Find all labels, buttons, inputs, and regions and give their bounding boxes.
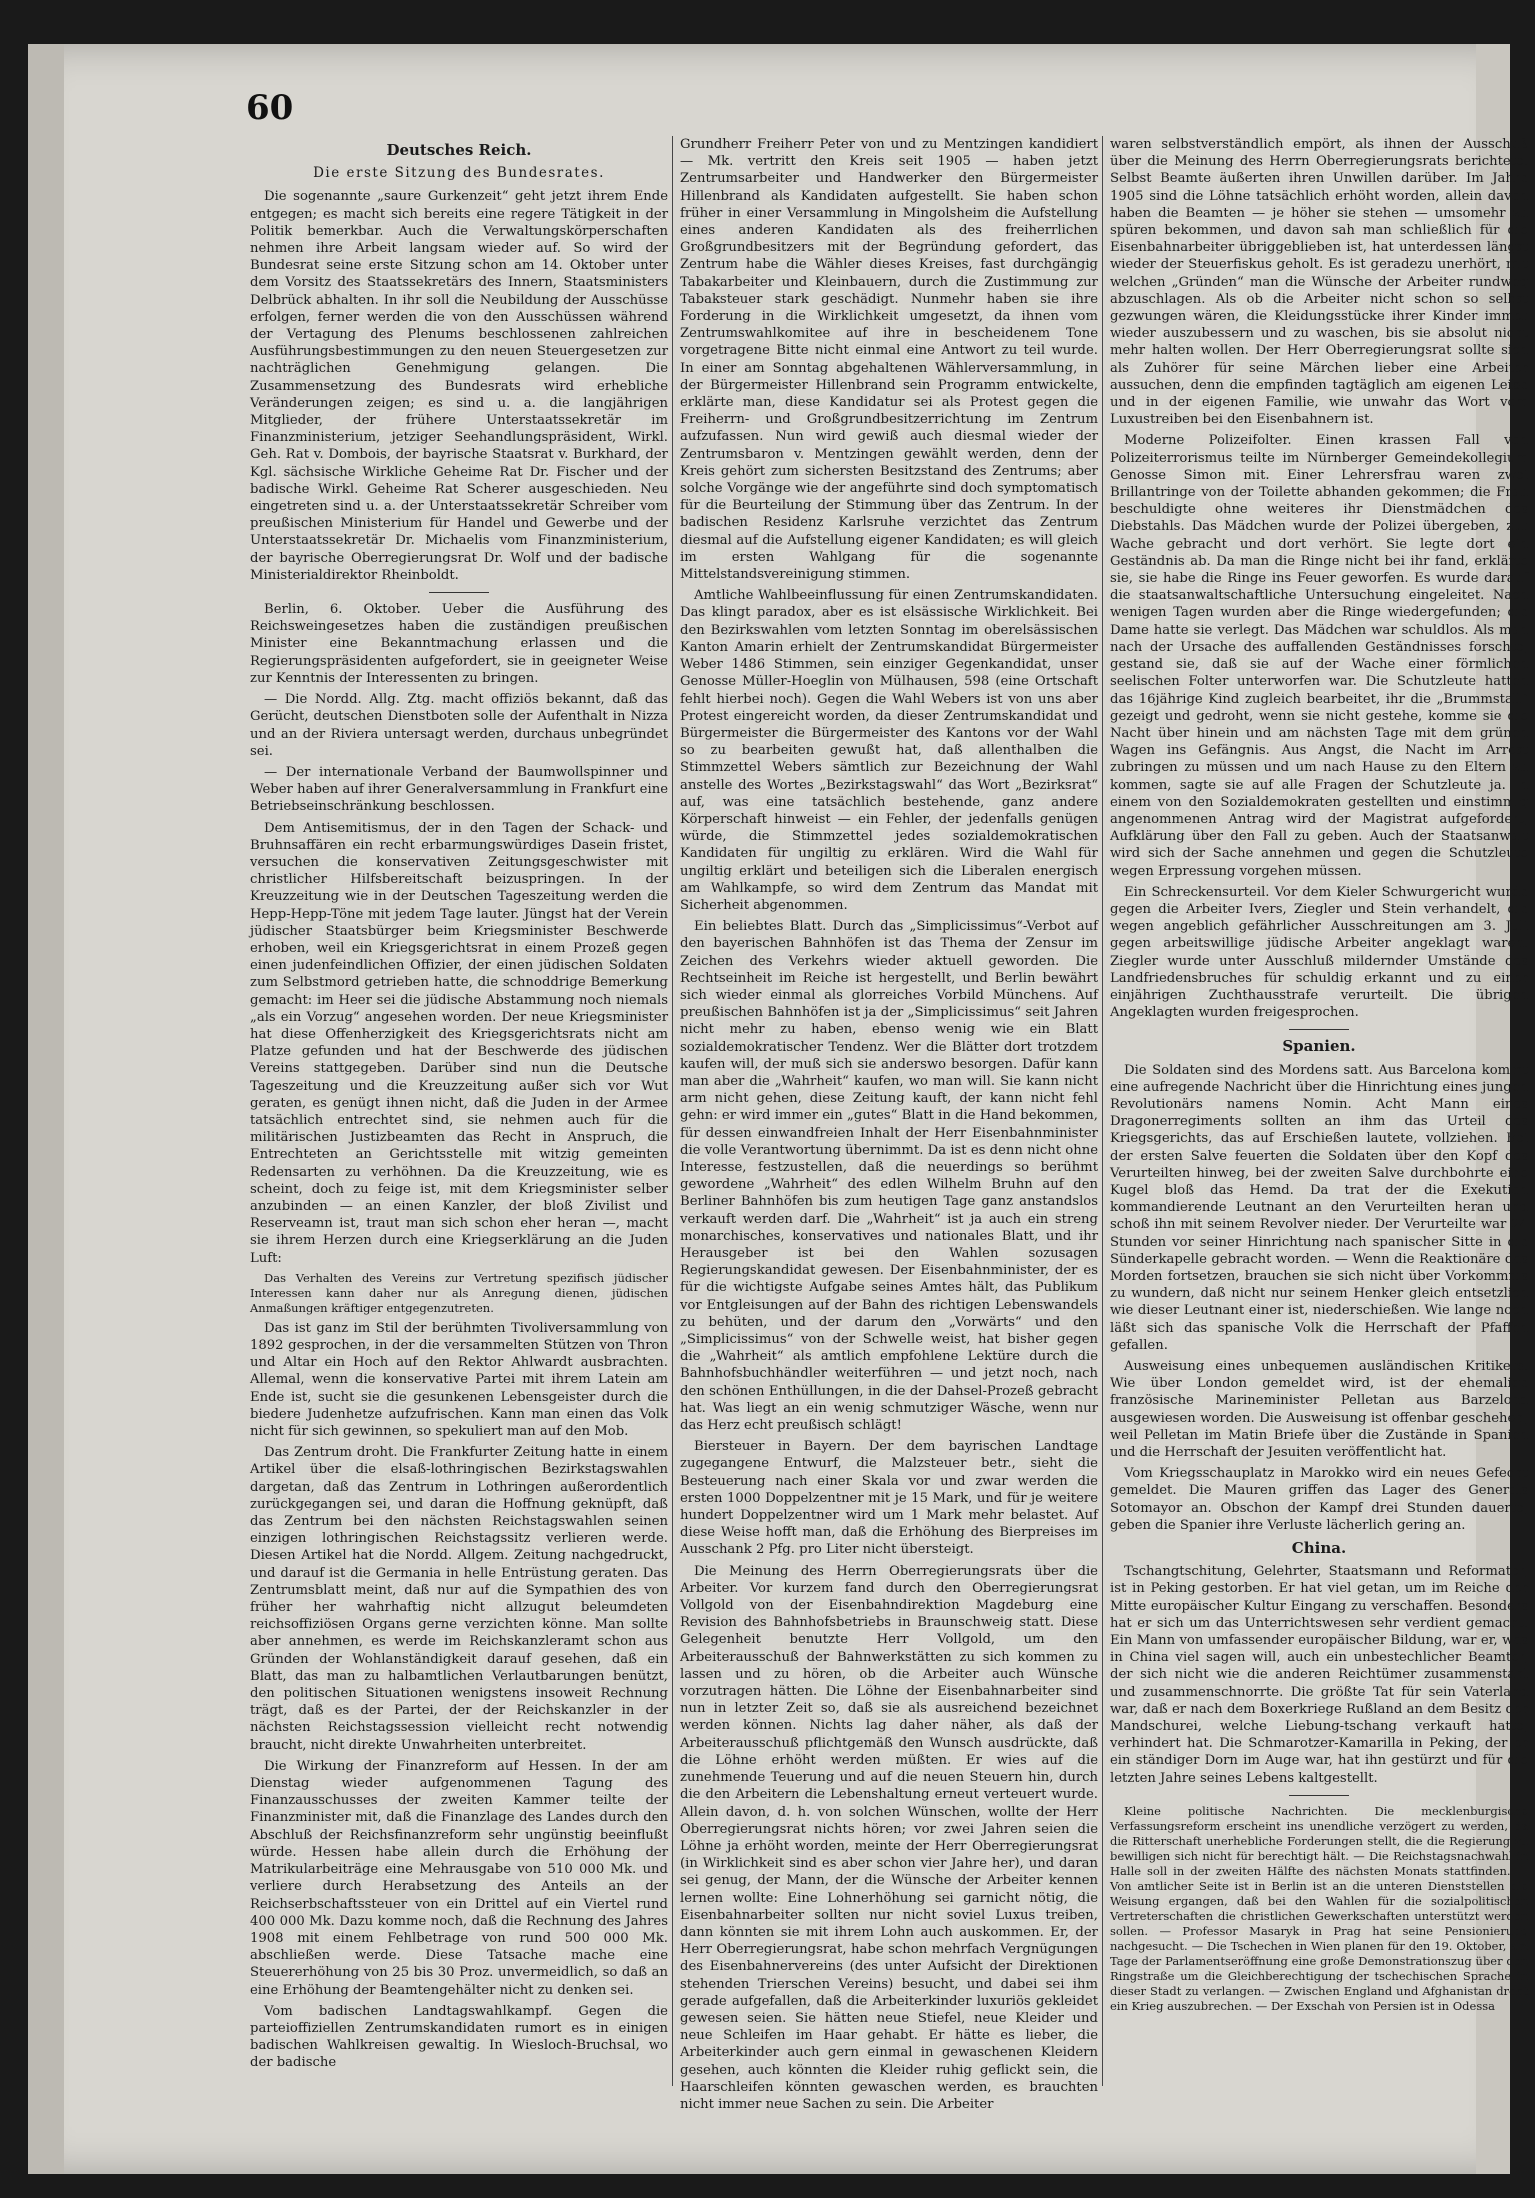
text-column-1 xyxy=(250,136,668,2086)
article-paragraph: Amtliche Wahlbeeinflussung für einen Zentrumskandidaten. Das klingt paradox, aber es ist elsässische Wirklichkeit. Bei den Bezirkswahlen vom letzten Sonntag im oberelsässischen Kanton Amarin erhielt der Zentrumskandidat Bürgermeister Weber 1486 Stimmen, sein einziger Gegenkandidat, unser Genosse Müller-Hoeglin von Mülhausen, 598 (eine Ortschaft fehlt hierbei noch). Gegen die Wahl Webers ist von uns aber Protest eingereicht worden, da dieser Zentrumskandidat und Bürgermeister die Bürgermeister des Kantons vor der Wahl so zu bearbeiten gewußt hat, daß allenthalben die Stimmzettel Webers sämtlich zur Bezeichnung der Wahl anstelle des Wortes „Bezirkstagswahl“ das Wort „Bezirksrat“ auf, was eine tatsächlich bestehende, ganz andere Körperschaft hinweist — ein Fehler, der jedenfalls genügen würde, die Stimmzettel jedes sozialdemokratischen Kandidaten für ungiltig zu erklären. Wird die Wahl für ungiltig erklärt und beteiligen sich die Liberalen energisch am Wahlkampfe, so wird dem Zentrum das Mandat mit Sicherheit abgenommen. xyxy=(680,588,1098,913)
page-number: 60 xyxy=(246,88,294,128)
article-paragraph: Moderne Polizeifolter. Einen krassen Fall von Polizeiterrorismus teilte im Nürnberger Gemeindekollegium Genosse Simon mit. Einer Lehrersfrau waren zwei Brillantringe von der Toilette abhanden gekommen; die Frau beschuldigte ohne weiteres ihr Dienstmädchen des Diebstahls. Das Mädchen wurde der Polizei übergeben, zur Wache gebracht und dort verhört. Sie legte dort ein Geständnis ab. Da man die Ringe nicht bei ihr fand, erklärte sie, sie habe die Ringe ins Feuer geworfen. Es wurde darauf die staatsanwaltschaftliche Untersuchung eingeleitet. Nach wenigen Tagen wurden aber die Ringe wiedergefunden; die Dame hatte sie verlegt. Das Mädchen war schuldlos. Als man nach der Ursache des auffallenden Geständnisses forschte, gestand sie, daß sie auf der Wache einer förmlichen seelischen Folter unterworfen war. Die Schutzleute hatten das 16jährige Kind zugleich bearbeitet, ihr die „Brummstall“ gezeigt und gedroht, wenn sie nicht gestehe, komme sie die Nacht über hinein und am nächsten Tage mit dem grünen Wagen ins Gefängnis. Aus Angst, die Nacht im Arrest zubringen zu müssen und um nach Hause zu den Eltern zu kommen, sagte sie auf alle Fragen der Schutzleute ja. In einem von den Sozialdemokraten gestellten und einstimmig angenommenen Antrag wird der Magistrat aufgefordert, Aufklärung über den Fall zu geben. Auch der Staatsanwalt wird sich der Sache annehmen und gegen die Schutzleute wegen Erpressung vorgehen müssen. xyxy=(1110,433,1528,879)
column-divider xyxy=(1102,136,1103,2086)
quoted-paragraph: Das Verhalten des Vereins zur Vertretung spezifisch jüdischer Interessen kann daher nur als Anregung dienen, jüdischen Anmaßungen kräftiger entgegenzutreten. xyxy=(250,1270,668,1315)
article-paragraph: Die Meinung des Herrn Oberregierungsrats über die Arbeiter. Vor kurzem fand durch den Oberregierungsrat Vollgold von der Eisenbahndirektion Magdeburg eine Revision des Bahnhofsbetriebs in Braunschweig statt. Diese Gelegenheit benutzte Herr Vollgold, um den Arbeiterausschuß der Bahnwerkstätten zu sich kommen zu lassen und zu hören, ob die Arbeiter auch Wünsche vorzutragen hätten. Die Löhne der Eisenbahnarbeiter sind nun in letzter Zeit so, daß sie als ausreichend bezeichnet werden können. Nichts lag daher näher, als daß der Arbeiterausschuß pflichtgemäß den Wunsch ausdrückte, daß die Löhne erhöht werden müßten. Er wies auf die zunehmende Teuerung und auf die neuen Steuern hin, durch die den Arbeitern die Lebenshaltung erneut verteuert wurde. Allein davon, d. h. von solchen Wünschen, wollte der Herr Oberregierungsrat nichts hören; vor zwei Jahren seien die Löhne ja erhöht worden, meinte der Herr Oberregierungsrat (in Wirklichkeit sind es aber schon vier Jahre her), und daran sei genug, der Mann, der die Wünsche der Arbeiter kennen lernen wollte: Eine Lohnerhöhung sei garnicht nötig, die Eisenbahnarbeiter sollten nur nicht soviel Luxus treiben, dann könnten sie mit ihrem Lohn auch auskommen. Er, der Herr Oberregierungsrat, habe schon mehrfach Vergnügungen des Eisenbahnervereins (des unter Aufsicht der Direktionen stehenden Trierschen Vereins) besucht, und dabei sei ihm gerade aufgefallen, daß die Arbeiterkinder luxuriös gekleidet gewesen seien. Sie hätten neue Stiefel, neue Kleider und neue Schleifen im Haar gehabt. Er hätte es lieber, die Arbeiterkinder auch gern einmal in gewaschenen Kleidern gesehen, auch könnten die Kleider ruhig geflickt sein, die Haarschleifen könnten gewaschen werden, es brauchten nicht immer neue Sachen zu sein. Die Arbeiter xyxy=(680,1563,1098,2112)
article-paragraph: Grundherr Freiherr Peter von und zu Mentzingen kandidiert — Mk. vertritt den Kreis seit 1905 — haben jetzt Zentrumsarbeiter und Handwerker den Bürgermeister Hillenbrand als Kandidaten aufgestellt. Sie haben schon früher in einer Versammlung in Mingolsheim die Aufstellung eines anderen Kandidaten als des freiherrlichen Großgrundbesitzers mit der Begründung gefordert, das Zentrum habe die Wähler dieses Kreises, fast durchgängig Tabakarbeiter und Kleinbauern, durch die Zustimmung zur Tabaksteuer stark geschädigt. Nunmehr haben sie ihre Forderung in die Wirklichkeit umgesetzt, da ihnen vom Zentrumswahlkomitee auf ihre in bescheidenem Tone vorgetragene Bitte nicht einmal eine Antwort zu teil wurde. In einer am Sonntag abgehaltenen Wählerversammlung, in der Bürgermeister Hillenbrand sein Programm entwickelte, erklärte man, diese Kandidatur sei als Protest gegen die Freiherrn- und Großgrundbesitzerrichtung im Zentrum aufzufassen. Nun wird gewiß auch diesmal wieder der Zentrumsbaron v. Mentzingen gewählt werden, denn der Kreis gehört zum sichersten Besitzstand des Zentrums; aber solche Vorgänge wie der angeführte sind doch symptomatisch für die Beurteilung der Stimmung über das Zentrum. In der badischen Residenz Karlsruhe verzichtet das Zentrum diesmal auf die Aufstellung eigener Kandidaten; es will gleich im ersten Wahlgang für die sogenannte Mittelstandsvereinigung stimmen. xyxy=(680,137,1098,583)
article-paragraph: waren selbstverständlich empört, als ihnen der Ausschuß über die Meinung des Herrn Oberregierungsrats berichtete. Selbst Beamte äußerten ihren Unwillen darüber. Im Jahre 1905 sind die Löhne tatsächlich erhöht worden, allein davon haben die Beamten — je höher sie stehen — umsomehr zu spüren bekommen, und davon sah man schließlich für die Eisenbahnarbeiter übriggeblieben ist, hat unterdessen längst wieder der Steuerfiskus geholt. Es ist geradezu unerhört, mit welchen „Gründen“ man die Wünsche der Arbeiter rundweg abzuschlagen. Als ob die Arbeiter nicht schon so selbst gezwungen wären, die Kleidungsstücke ihrer Kinder immer wieder auszubessern und zu waschen, bis sie absolut nicht mehr halten wollen. Der Herr Oberregierungsrat sollte sich als Zuhörer für seine Märchen lieber eine Arbeiter aussuchen, denn die empfinden tagtäglich am eigenen Leibe und in der eigenen Familie, wie unwahr das Wort vom Luxustreiben bei den Eisenbahnern ist. xyxy=(1110,137,1528,428)
article-paragraph: Dem Antisemitismus, der in den Tagen der Schack- und Bruhnsaffären ein recht erbarmungswürdiges Dasein fristet, versuchen die konservativen Zeitungsgeschwister mit christlicher Hilfsbereitschaft beizuspringen. In der Kreuzzeitung wie in der Deutschen Tageszeitung werden die Hepp-Hepp-Töne mit jedem Tage lauter. Jüngst hat der Verein jüdischer Staatsbürger beim Kriegsminister Beschwerde erhoben, weil ein Kriegsgerichtsrat in einem Prozeß gegen einen judenfeindlichen Offizier, der einen jüdischen Soldaten zum Selbstmord getrieben hatte, die schnoddrige Bemerkung gemacht: im Heer sei die jüdische Abstammung noch niemals „als ein Vorzug“ angesehen worden. Der neue Kriegsminister hat diese Offenherzigkeit des Kriegsgerichtsrats nicht am Platze gefunden und hat der Beschwerde des jüdischen Vereins stattgegeben. Darüber sind nun die Deutsche Tageszeitung und die Kreuzzeitung außer sich vor Wut geraten, es genügt ihnen nicht, daß die Juden in der Armee tatsächlich entrechtet sind, sie nehmen auch für die militärischen Justizbeamten das Recht in Anspruch, die Entrechteten an Gerichtsstelle mit witzig gemeinten Redensarten zu verhöhnen. Da die Kreuzzeitung, wie es scheint, doch zu feige ist, mit dem Kriegsminister selber anzubinden — an einen Kanzler, der bloß Zivilist und Reserveamn ist, traut man sich schon eher heran —, macht sie ihrem Herzen durch eine Kriegserklärung an die Juden Luft: xyxy=(250,820,668,1266)
section-heading: Deutsches Reich. xyxy=(386,141,532,159)
column-divider xyxy=(672,136,673,2086)
article-paragraph: Berlin, 6. Oktober. Ueber die Ausführung des Reichsweingesetzes haben die zuständigen preußischen Minister eine Bekanntmachung erlassen und die Regierungspräsidenten aufgefordert, sie in geeigneter Weise zur Kenntnis der Interessenten zu bringen. xyxy=(250,602,668,686)
article-paragraph: Biersteuer in Bayern. Der dem bayrischen Landtage zugegangene Entwurf, die Malzsteuer betr., sieht die Besteuerung nach einer Skala vor und zwar werden die ersten 1000 Doppelzentner mit je 15 Mark, und für je weitere hundert Doppelzentner wird um 1 Mark mehr belastet. Auf diese Weise hofft man, daß die Erhöhung des Bierpreises im Ausschank 2 Pfg. pro Liter nicht übersteigt. xyxy=(680,1439,1098,1558)
separator-rule xyxy=(1289,1795,1349,1796)
article-paragraph: Ausweisung eines unbequemen ausländischen Kritikers. Wie über London gemeldet wird, ist der ehemalige französische Marineminister Pelletan aus Barzelona ausgewiesen worden. Die Ausweisung ist offenbar geschehen, weil Pelletan im Matin Briefe über die Zustände in Spanien und die Herrschaft der Jesuiten veröffentlicht hat. xyxy=(1110,1359,1528,1461)
separator-rule xyxy=(429,592,489,593)
newspaper-page xyxy=(28,44,1528,2174)
article-paragraph: — Die Nordd. Allg. Ztg. macht offiziös bekannt, daß das Gerücht, deutschen Dienstboten solle der Aufenthalt in Nizza und an der Riviera untersagt werden, durchaus unbegründet sei. xyxy=(250,692,668,759)
article-paragraph: Ein Schreckensurteil. Vor dem Kieler Schwurgericht wurde gegen die Arbeiter Ivers, Ziegler und Stein verhandelt, die wegen angeblich gefährlicher Ausschreitungen am 3. Juli gegen arbeitswillige jüdische Arbeiter angeklagt waren. Ziegler wurde unter Ausschluß mildernder Umstände des Landfriedensbruches für schuldig erkannt und zu einer einjährigen Zuchthausstrafe verurteilt. Die übrigen Angeklagten wurden freigesprochen. xyxy=(1110,884,1528,1021)
article-paragraph: Das Zentrum droht. Die Frankfurter Zeitung hatte in einem Artikel über die elsaß-lothringischen Bezirkstagswahlen dargetan, daß das Zentrum in Lothringen außerordentlich zurückgegangen sei, und daran die Hoffnung geknüpft, daß das Zentrum bei den nächsten Reichstagswahlen seinen einzigen lothringischen Reichstagssitz verlieren werde. Diesen Artikel hat die Nordd. Allgem. Zeitung nachgedruckt, und darauf ist die Germania in helle Entrüstung geraten. Das Zentrumsblatt meint, daß nur auf die Sympathien des von früher her wahrhaftig nicht allzugut beleumdeten reichsoffiziösen Organs gerne verzichten könne. Man sollte aber annehmen, es werde im Reichskanzleramt schon aus Gründen der Wohlanständigkeit darauf gesehen, daß ein Blatt, das man zu halbamtlichen Verlautbarungen benützt, den politischen Situationen wenigstens insoweit Rechnung trägt, daß es der Partei, der der Reichskanzler in der nächsten Reichstagssession vielleicht recht notwendig braucht, nicht direkte Unwahrheiten unterbreitet. xyxy=(250,1445,668,1753)
article-subheading: Die erste Sitzung des Bundesrates. xyxy=(313,165,605,182)
article-paragraph: Das ist ganz im Stil der berühmten Tivoliversammlung von 1892 gesprochen, in der die versammelten Stützen von Thron und Altar ein Hoch auf den Rektor Ahlwardt ausbrachten. Allemal, wenn die konservative Partei mit ihrem Latein am Ende ist, sucht sie die gesunkenen Lebensgeister durch die biedere Judenhetze aufzufrischen. Kann man einen das Volk nicht für sich gewinnen, so spekuliert man auf den Mob. xyxy=(250,1320,668,1440)
section-heading: Spanien. xyxy=(1282,1037,1356,1056)
article-paragraph: Tschangtschitung, Gelehrter, Staatsmann und Reformator, ist in Peking gestorben. Er hat viel getan, um im Reiche der Mitte europäischer Kultur Eingang zu verschaffen. Besonders hat er sich um das Unterrichtswesen sehr verdient gemacht. Ein Mann von umfassender europäischer Bildung, war er, was in China viel sagen will, auch ein unbestechlicher Beamter, der sich nicht wie die anderen Reichtümer zusammenstahl und zusammenschnorrte. Die größte Tat für sein Vaterland war, daß er nach dem Boxerkriege Rußland an dem Besitz der Mandschurei, welche Liebung-tschang verkauft hatte, verhindert hat. Die Schmarotzer-Kamarilla in Peking, der er ein ständiger Dorn im Auge war, hat ihn gestürzt und für die letzten Jahre seines Lebens kaltgestellt. xyxy=(1110,1564,1528,1786)
article-paragraph: Die sogenannte „saure Gurkenzeit“ geht jetzt ihrem Ende entgegen; es macht sich bereits eine regere Tätigkeit in der Politik bemerkbar. Auch die Verwaltungskörperschaften nehmen ihre Arbeit langsam wieder auf. So wird der Bundesrat seine erste Sitzung schon am 14. Oktober unter dem Vorsitz des Staatssekretärs des Innern, Staatsministers Delbrück abhalten. In ihr soll die Neubildung der Ausschüsse erfolgen, ferner werden die von den Ausschüssen während der Vertagung des Plenums beschlossenen zahlreichen Ausführungsbestimmungen zu den neuen Steuergesetzen zur nachträglichen Genehmigung gelangen. Die Zusammensetzung des Bundesrats wird erhebliche Veränderungen zeigen; es sind u. a. die langjährigen Mitglieder, der frühere Unterstaatssekretär im Finanzministerium, jetziger Seehandlungspräsident, Wirkl. Geh. Rat v. Dombois, der bayrische Staatsrat v. Burkhard, der Kgl. sächsische Wirkliche Geheime Rat Dr. Fischer und der badische Wirkl. Geheime Rat Scherer ausgeschieden. Neu eingetreten sind u. a. der Unterstaatssekretär Schreiber vom preußischen Ministerium für Handel und Gewerbe und der Unterstaatssekretär Dr. Michaelis vom Finanzministerium, der bayrische Oberregierungsrat Dr. Wolf und der badische Ministerialdirektor Rheinboldt. xyxy=(250,189,668,583)
article-paragraph: Die Wirkung der Finanzreform auf Hessen. In der am Dienstag wieder aufgenommenen Tagung des Finanzausschusses der zweiten Kammer teilte der Finanzminister mit, daß die Finanzlage des Landes durch den Abschluß der Reichsfinanzreform sehr ungünstig beeinflußt würde. Hessen habe allein durch die Erhöhung der Matrikularbeiträge eine Mehrausgabe von 510 000 Mk. und verliere durch Herabsetzung des Anteils an der Reichserbschaftssteuer von ein Drittel auf ein Viertel rund 400 000 Mk. Dazu komme noch, daß die Rechnung des Jahres 1908 mit einem Fehlbetrage von rund 500 000 Mk. abschließen werde. Diese Tatsache mache eine Steuererhöhung von 25 bis 30 Proz. unvermeidlich, so daß an eine Erhöhung der Beamtengehälter nicht zu denken sei. xyxy=(250,1758,668,1998)
article-paragraph: — Der internationale Verband der Baumwollspinner und Weber haben auf ihrer Generalversammlung in Frankfurt eine Betriebseinschränkung beschlossen. xyxy=(250,764,668,815)
article-paragraph: Vom Kriegsschauplatz in Marokko wird ein neues Gefecht gemeldet. Die Mauren griffen das Lager des Generals Sotomayor an. Obschon der Kampf drei Stunden dauerte, geben die Spanier ihre Verluste lächerlich gering an. xyxy=(1110,1466,1528,1533)
article-paragraph: Ein beliebtes Blatt. Durch das „Simplicissimus“-Verbot auf den bayerischen Bahnhöfen ist das Thema der Zensur im Zeichen des Verkehrs wieder aktuell geworden. Die Rechtseinheit im Reiche ist hergestellt, und Berlin bewährt sich wieder einmal als glorreiches Vorbild Münchens. Auf preußischen Bahnhöfen ist ja der „Simplicissimus“ seit Jahren nicht mehr zu haben, ebenso wenig wie ein Blatt sozialdemokratischer Tendenz. Wer die Blätter dort trotzdem kaufen will, der muß sich sie anderswo besorgen. Dafür kann man aber die „Wahrheit“ kaufen, wo man will. Sie kann nicht arm nicht gehen, diese Zeitung kauft, der kann nicht fehl gehn: er wird immer ein „gutes“ Blatt in die Hand bekommen, für dessen einwandfreien Inhalt der Herr Eisenbahnminister die volle Verantwortung übernimmt. Da ist es denn nicht ohne Interesse, festzustellen, daß die neuerdings so berühmt gewordene „Wahrheit“ des edlen Wilhelm Bruhn auf den Berliner Bahnhöfen bis zum heutigen Tage ganz anstandslos verkauft werden darf. Die „Wahrheit“ ist ja auch ein streng monarchisches, konservatives und nationales Blatt, und ihr Herausgeber ist bei den Wahlen sozusagen Regierungskandidat gewesen. Der Eisenbahnminister, der es für die wichtigste Aufgabe seines Amtes hält, das Publikum vor Entgleisungen auf der Bahn des richtigen Lebenswandels zu behüten, und der darum den „Vorwärts“ und den „Simplicissimus“ von der Schwelle weist, hat bisher gegen die „Wahrheit“ als amtlich empfohlene Lektüre durch die Bahnhofsbuchhändler weiterführen — und jetzt noch, nach den schönen Enthüllungen, in die der Dahsel-Prozeß gebracht hat. Was liegt an ein wenig schmutziger Wäsche, wenn nur das Herz echt preußisch schlägt! xyxy=(680,919,1098,1434)
text-column-2 xyxy=(680,136,1098,2112)
text-column-3 xyxy=(1110,136,1528,2086)
page-edge-left xyxy=(28,44,64,2174)
separator-rule xyxy=(1289,1029,1349,1030)
article-paragraph: Kleine politische Nachrichten. Die mecklenburgische Verfassungsreform erscheint ins unendliche verzögert zu werden, da die Ritterschaft unerhebliche Forderungen stellt, die die Regierung zu bewilligen sich nicht für berechtigt hält. — Die Reichstagsnachwahl in Halle soll in der zweiten Hälfte des nächsten Monats stattfinden. — Von amtlicher Seite ist in Berlin ist an die unteren Dienststellen die Weisung ergangen, daß bei den Wahlen für die sozialpolitischen Vertreterschaften die christlichen Gewerkschaften unterstützt werden sollen. — Professor Masaryk in Prag hat seine Pensionierung nachgesucht. — Die Tschechen in Wien planen für den 19. Oktober, am Tage der Parlamentseröffnung eine große Demonstrationszug über den Ringstraße um die Gleichberechtigung der tschechischen Sprache in dieser Stadt zu verlangen. — Zwischen England und Afghanistan droht ein Krieg auszubrechen. — Der Exschah von Persien ist in Odessa xyxy=(1110,1803,1528,2013)
article-paragraph: Die Soldaten sind des Mordens satt. Aus Barcelona kommt eine aufregende Nachricht über die Hinrichtung eines jungen Revolutionärs namens Nomin. Acht Mann eines Dragonerregiments sollten an ihm das Urteil des Kriegsgerichts, das auf Erschießen lautete, vollziehen. Bei der ersten Salve feuerten die Soldaten über den Kopf des Verurteilten hinweg, bei der zweiten Salve durchbohrte eine Kugel bloß das Hemd. Da trat der die Exekution kommandierende Leutnant an den Verurteilten heran und schoß ihn mit seinem Revolver nieder. Der Verurteilte war 24 Stunden vor seiner Hinrichtung nach spanischer Sitte in die Sünderkapelle gebracht worden. — Wenn die Reaktionäre das Morden fortsetzen, brauchen sie sich nicht über Vorkommnis zu wundern, daß nicht nur seinem Henker gleich entsetzlich wie dieser Leutnant einer ist, niederschießen. Wie lange noch läßt sich das spanische Volk die Herrschaft der Pfaffen gefallen. xyxy=(1110,1062,1528,1353)
article-paragraph: Vom badischen Landtagswahlkampf. Gegen die parteioffiziellen Zentrumskandidaten rumort es in einigen badischen Wahlkreisen gewaltig. In Wiesloch-Bruchsal, wo der badische xyxy=(250,2003,668,2071)
section-heading: China. xyxy=(1291,1539,1347,1558)
